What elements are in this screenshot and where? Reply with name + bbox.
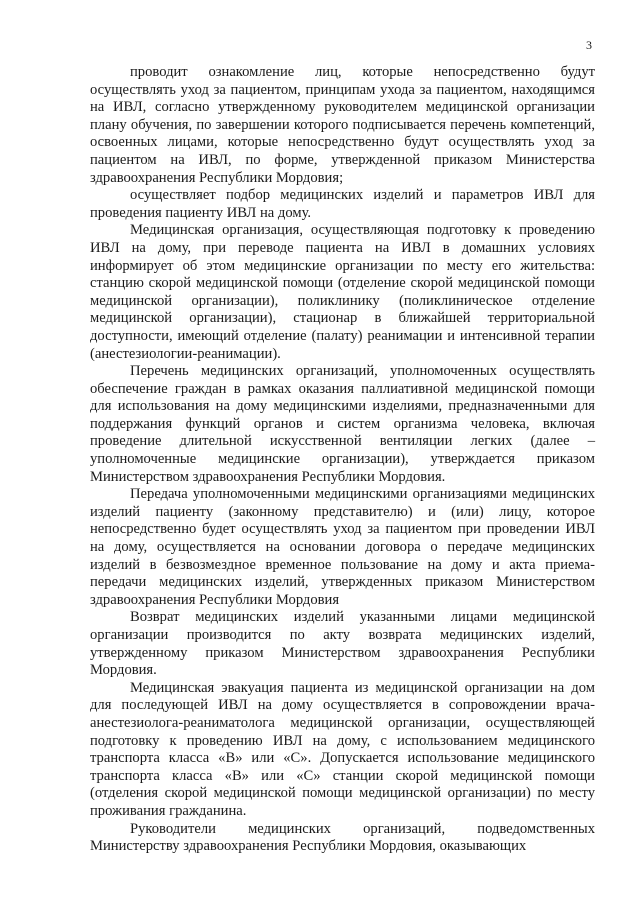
document-body bbox=[90, 64, 595, 856]
paragraph-8: Руководители медицинских организаций, подведомственных Министерству здравоохранения Республики Мордовия, оказывающих bbox=[90, 820, 595, 855]
paragraph-1: проводит ознакомление лиц, которые непосредственно будут осуществлять уход за пациентом, принципам ухода за пациентом, находящимся на ИВЛ, согласно утвержденному руководителем медицинской организации плану обучения, по завершении которого подписывается перечень компетенций, освоенных лицами, которые непосредственно будут осуществлять уход за пациентом на ИВЛ, по форме, утвержденной приказом Министерства здравоохранения Республики Мордовия; bbox=[90, 64, 595, 186]
paragraph-7: Медицинская эвакуация пациента из медицинской организации на дом для последующей ИВЛ на дому осуществляется в сопровождении врача-анестезиолога-реаниматолога медицинской организации, осуществляющей подготовку к проведению ИВЛ на дому, с использованием медицинского транспорта класса «В» или «С». Допускается использование медицинского транспорта класса «В» или «С» станции скорой медицинской помощи (отделения скорой медицинской помощи медицинской организации) по месту проживания гражданина. bbox=[90, 679, 595, 819]
page-number: 3 bbox=[586, 38, 592, 52]
paragraph-2: осуществляет подбор медицинских изделий и параметров ИВЛ для проведения пациенту ИВЛ на дому. bbox=[90, 187, 595, 221]
paragraph-4: Перечень медицинских организаций, уполномоченных осуществлять обеспечение граждан в рамках оказания паллиативной медицинской помощи для использования на дому медицинскими изделиями, предназначенными для поддержания функций органов и систем организма человека, включая проведение длительной искусственной вентиляции легких (далее – уполномоченные медицинские организации), утверждается приказом Министерством здравоохранения Республики Мордовия. bbox=[90, 363, 595, 485]
paragraph-6: Возврат медицинских изделий указанными лицами медицинской организации производится по акту возврата медицинских изделий, утвержденному приказом Министерством здравоохранения Республики Мордовия. bbox=[90, 609, 595, 679]
paragraph-3: Медицинская организация, осуществляющая подготовку к проведению ИВЛ на дому, при переводе пациента на ИВЛ в домашних условиях информирует об этом медицинские организации по месту его жительства: станцию скорой медицинской помощи (отделение скорой медицинской помощи медицинской организации), поликлинику (поликлиническое отделение медицинской организации), стационар в ближайшей территориальной доступности, имеющий отделение (палату) реанимации и интенсивной терапии (анестезиологии-реанимации). bbox=[90, 222, 595, 362]
paragraph-5: Передача уполномоченными медицинскими организациями медицинских изделий пациенту (законному представителю) и (или) лицу, которое непосредственно будет осуществлять уход за пациентом при проведении ИВЛ на дому, осуществляется на основании договора о передаче медицинских изделий в безвозмездное временное пользование на дому и акта приема-передачи медицинских изделий, утвержденных приказом Министерством здравоохранения Республики Мордовия bbox=[90, 486, 595, 608]
